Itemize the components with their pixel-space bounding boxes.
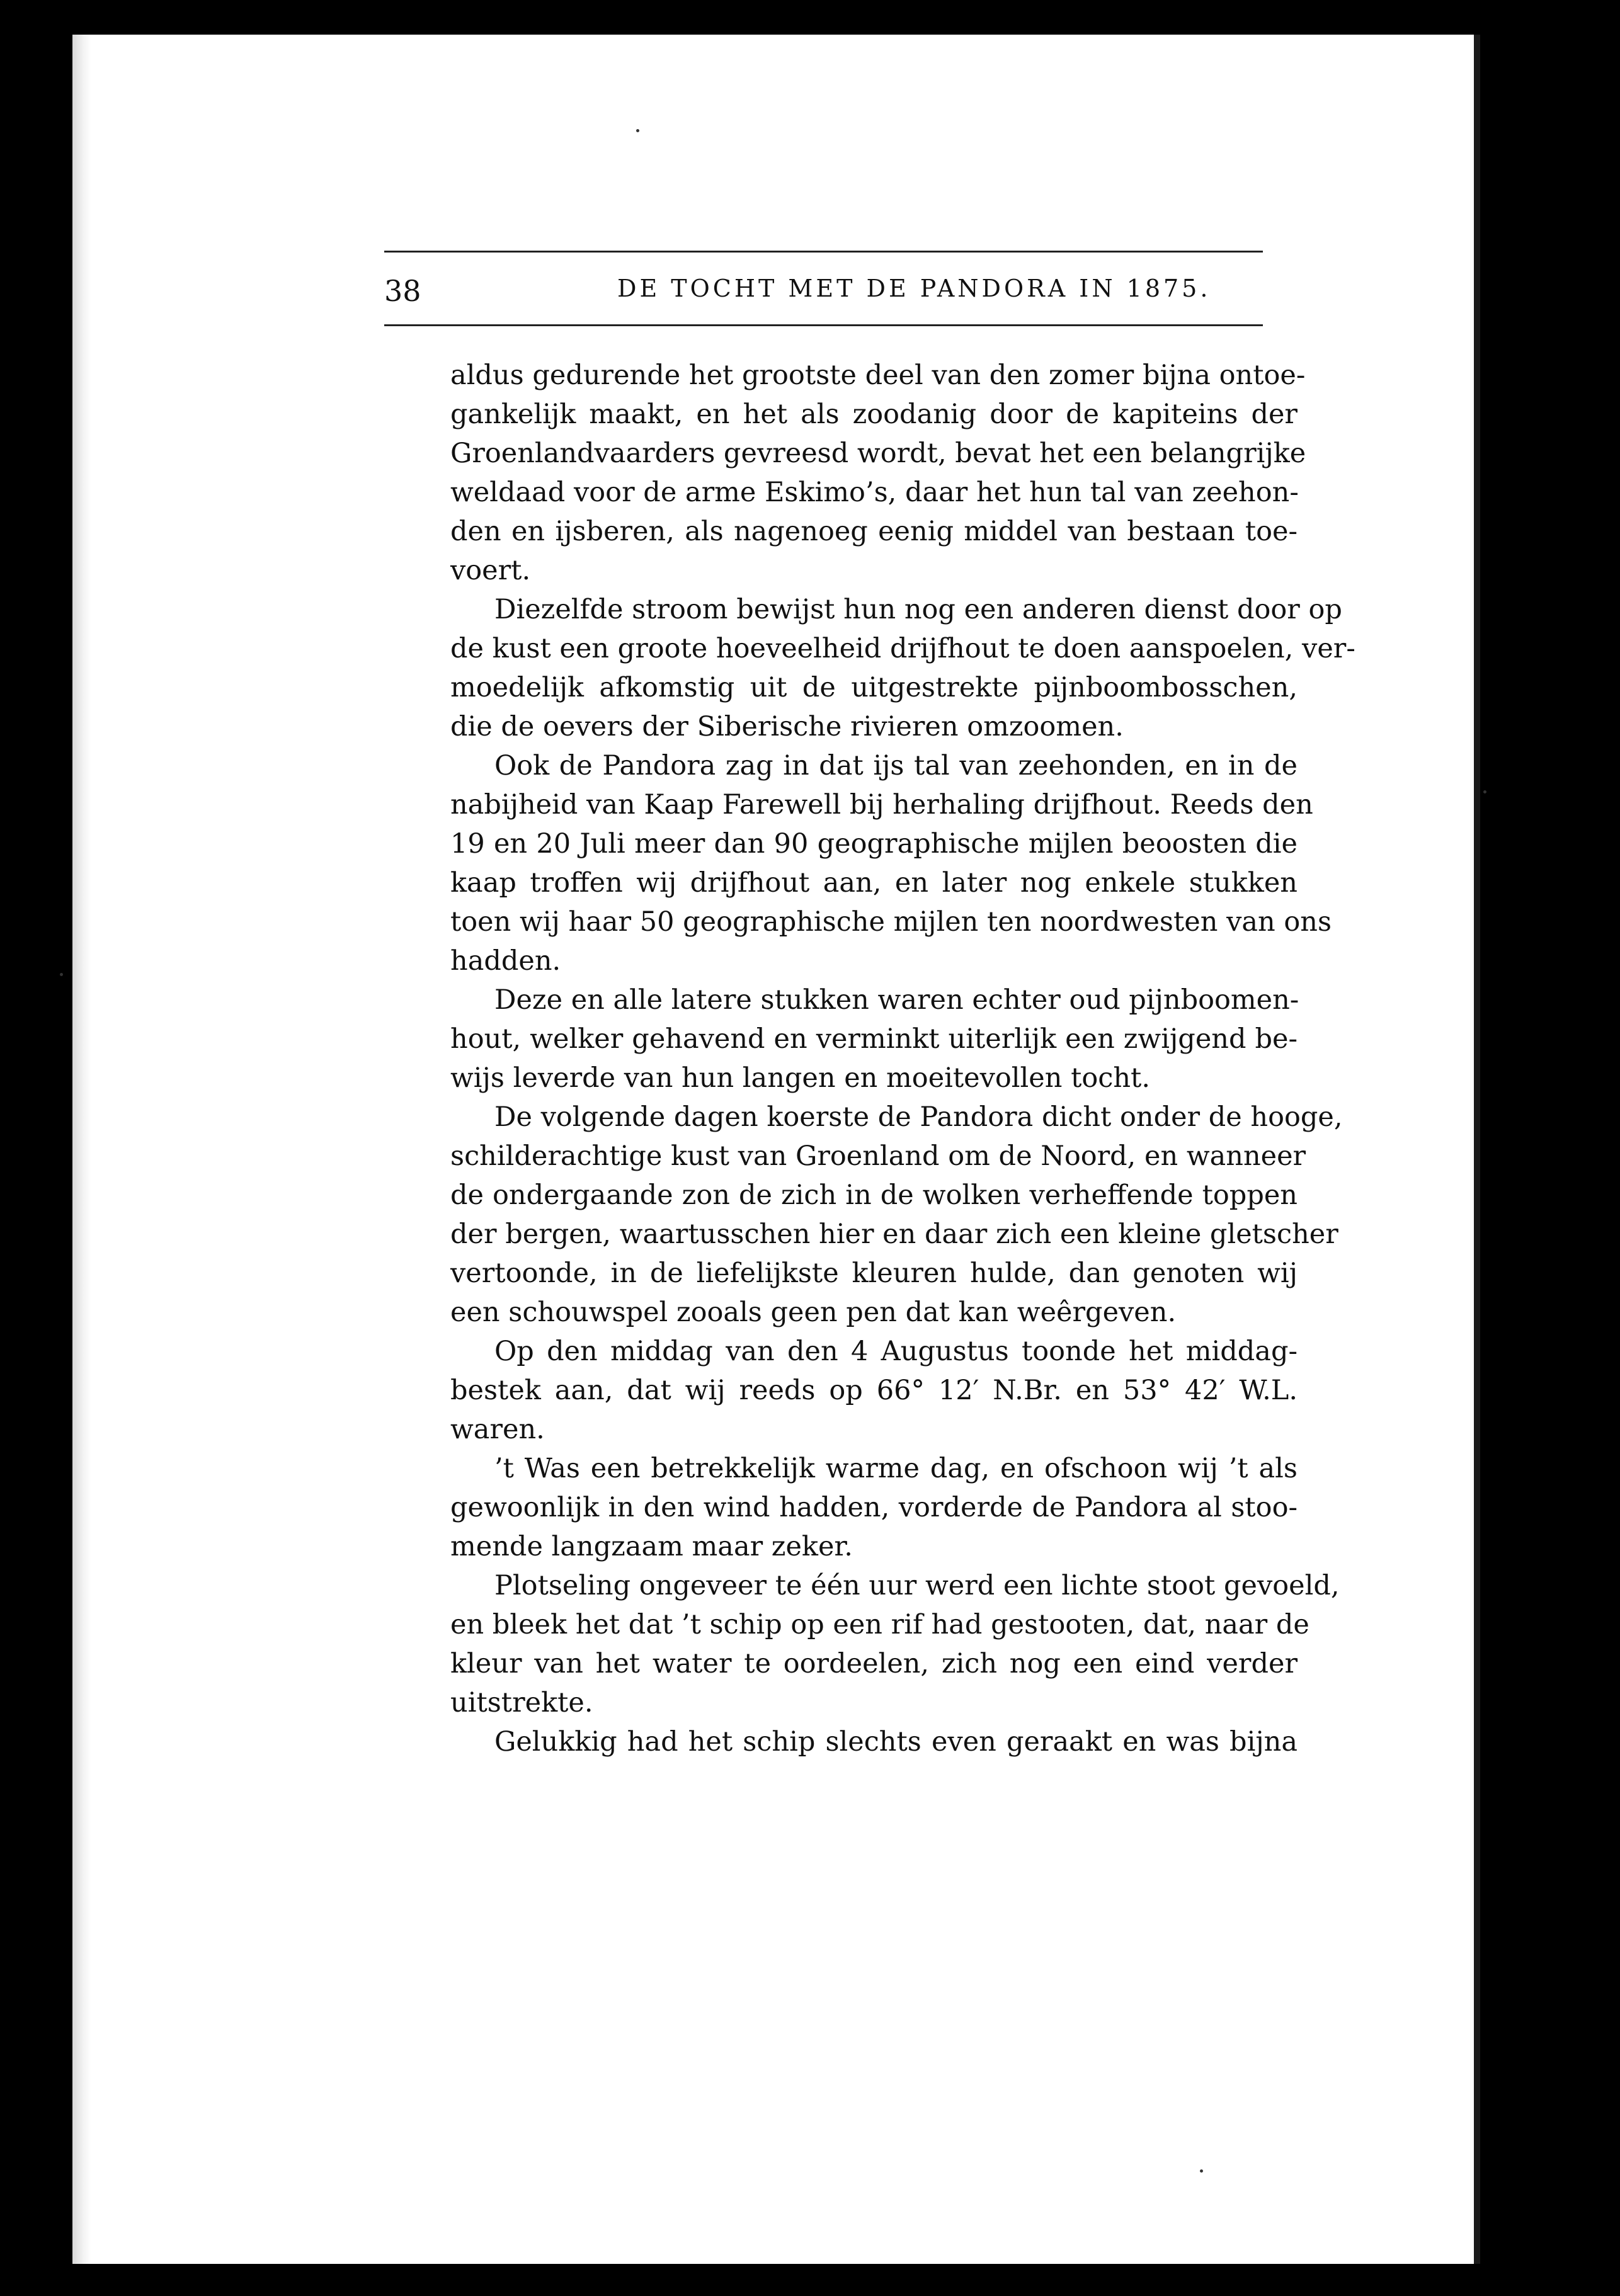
text-line: een schouwspel zooals geen pen dat kan weêrgeven. bbox=[450, 1297, 1177, 1328]
text-line: wijs leverde van hun langen en moeitevollen tocht. bbox=[450, 1062, 1151, 1094]
text-line: Ook de Pandora zag in dat ijs tal van zeehonden, en in de bbox=[494, 750, 1298, 781]
text-line: hout, welker gehavend en verminkt uiterlijk een zwijgend be- bbox=[450, 1023, 1298, 1055]
scan-speck bbox=[60, 973, 63, 976]
text-line: Plotseling ongeveer te één uur werd een lichte stoot gevoeld, bbox=[494, 1570, 1340, 1601]
text-line: de ondergaande zon de zich in de wolken verheffende toppen bbox=[450, 1179, 1298, 1211]
scan-speck bbox=[636, 129, 639, 132]
text-line: gankelijk maakt, en het als zoodanig door de kapiteins der bbox=[450, 399, 1298, 430]
text-line: kaap troffen wij drijfhout aan, en later nog enkele stukken bbox=[450, 867, 1298, 899]
text-line: Deze en alle latere stukken waren echter oud pijnboomen- bbox=[494, 984, 1299, 1016]
text-line: en bleek het dat ’t schip op een rif had gestooten, dat, naar de bbox=[450, 1609, 1309, 1640]
page-fold-shadow bbox=[72, 35, 91, 2264]
running-head: DE TOCHT MET DE PANDORA IN 1875. bbox=[617, 275, 1211, 302]
text-line: uitstrekte. bbox=[450, 1687, 593, 1719]
text-line: schilderachtige kust van Groenland om de Noord, en wanneer bbox=[450, 1140, 1306, 1172]
scan-speck bbox=[1200, 2169, 1203, 2173]
text-line: de kust een groote hoeveelheid drijfhout te doen aanspoelen, ver- bbox=[450, 633, 1355, 664]
text-line: den en ijsberen, als nagenoeg eenig middel van bestaan toe- bbox=[450, 516, 1298, 547]
body-text bbox=[450, 356, 1355, 1761]
page-number: 38 bbox=[384, 274, 421, 308]
text-line: toen wij haar 50 geographische mijlen ten noordwesten van ons bbox=[450, 906, 1332, 938]
text-line: Op den middag van den 4 Augustus toonde het middag- bbox=[494, 1336, 1298, 1367]
header-rule-top bbox=[384, 251, 1263, 253]
text-line: hadden. bbox=[450, 945, 561, 977]
text-line: Diezelfde stroom bewijst hun nog een anderen dienst door op bbox=[494, 594, 1342, 625]
text-line: ’t Was een betrekkelijk warme dag, en ofschoon wij ’t als bbox=[494, 1453, 1298, 1484]
text-line: gewoonlijk in den wind hadden, vorderde de Pandora al stoo- bbox=[450, 1492, 1298, 1523]
text-line: bestek aan, dat wij reeds op 66° 12′ N.Br. en 53° 42′ W.L. bbox=[450, 1375, 1298, 1406]
page-header bbox=[384, 214, 1263, 340]
text-line: kleur van het water te oordeelen, zich nog een eind verder bbox=[450, 1648, 1298, 1679]
text-line: aldus gedurende het grootste deel van den zomer bijna ontoe- bbox=[450, 360, 1306, 391]
scan-speck bbox=[1483, 790, 1486, 793]
text-line: vertoonde, in de liefelijkste kleuren hulde, dan genoten wij bbox=[450, 1258, 1298, 1289]
text-line: mende langzaam maar zeker. bbox=[450, 1531, 853, 1562]
text-line: weldaad voor de arme Eskimo’s, daar het hun tal van zeehon- bbox=[450, 477, 1299, 508]
text-line: Groenlandvaarders gevreesd wordt, bevat het een belangrijke bbox=[450, 438, 1306, 469]
text-line: voert. bbox=[450, 555, 531, 586]
text-line: der bergen, waartusschen hier en daar zich een kleine gletscher bbox=[450, 1219, 1338, 1250]
text-line: Gelukkig had het schip slechts even geraakt en was bijna bbox=[494, 1726, 1298, 1758]
text-line: die de oevers der Siberische rivieren omzoomen. bbox=[450, 711, 1124, 742]
text-line: nabijheid van Kaap Farewell bij herhaling drijfhout. Reeds den bbox=[450, 789, 1313, 821]
text-line: moedelijk afkomstig uit de uitgestrekte pijnboombosschen, bbox=[450, 672, 1298, 703]
text-line: De volgende dagen koerste de Pandora dicht onder de hooge, bbox=[494, 1101, 1343, 1133]
text-line: 19 en 20 Juli meer dan 90 geographische mijlen beoosten die bbox=[450, 828, 1298, 860]
header-rule-bottom bbox=[384, 324, 1263, 326]
text-line: waren. bbox=[450, 1414, 545, 1445]
next-page-edge bbox=[1474, 35, 1480, 2264]
